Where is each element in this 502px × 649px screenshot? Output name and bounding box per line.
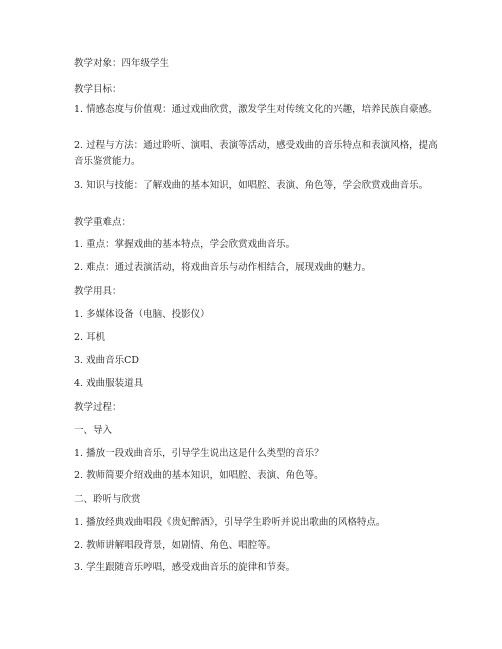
section-2-item-1: 1. 播放经典戏曲唱段《贵妃醉酒》，引导学生聆听并说出歌曲的风格特点。 <box>74 517 386 528</box>
tools-heading: 教学用具： <box>74 286 122 297</box>
teaching-target: 教学对象：四年级学生 <box>74 58 170 69</box>
tool-item-3: 3. 戏曲音乐CD <box>74 355 139 366</box>
section-1-item-2: 2. 教师简要介绍戏曲的基本知识，如唱腔、表演、角色等。 <box>74 470 324 481</box>
goal-item-2: 2. 过程与方法：通过聆听、演唱、表演等活动，感受戏曲的音乐特点和表演风格，提高音乐鉴赏能力。 <box>74 140 438 167</box>
goal-item-1: 1. 情感态度与价值观：通过戏曲欣赏，激发学生对传统文化的兴趣，培养民族自豪感。 <box>74 104 438 115</box>
key-point-item-1: 1. 重点：掌握戏曲的基本特点，学会欣赏戏曲音乐。 <box>74 239 296 250</box>
goal-item-3: 3. 知识与技能：了解戏曲的基本知识，如唱腔、表演、角色等，学会欣赏戏曲音乐。 <box>74 180 429 191</box>
section-2-item-2: 2. 教师讲解唱段背景，如剧情、角色、唱腔等。 <box>74 540 277 551</box>
key-points-heading: 教学重难点： <box>74 217 132 228</box>
section-1-item-1: 1. 播放一段戏曲音乐，引导学生说出这是什么类型的音乐？ <box>74 448 324 459</box>
section-2-item-3: 3. 学生跟随音乐哼唱，感受戏曲音乐的旋律和节奏。 <box>74 562 296 573</box>
section-2-heading: 二、聆听与欣赏 <box>74 494 141 505</box>
tool-item-4: 4. 戏曲服装道具 <box>74 378 144 389</box>
tool-item-2: 2. 耳机 <box>74 332 106 343</box>
section-1-heading: 一、导入 <box>74 425 113 436</box>
tool-item-1: 1. 多媒体设备（电脑、投影仪） <box>74 309 210 320</box>
goals-heading: 教学目标： <box>74 84 122 95</box>
process-heading: 教学过程： <box>74 402 122 413</box>
key-point-item-2: 2. 难点：通过表演活动，将戏曲音乐与动作相结合，展现戏曲的魅力。 <box>74 262 372 273</box>
